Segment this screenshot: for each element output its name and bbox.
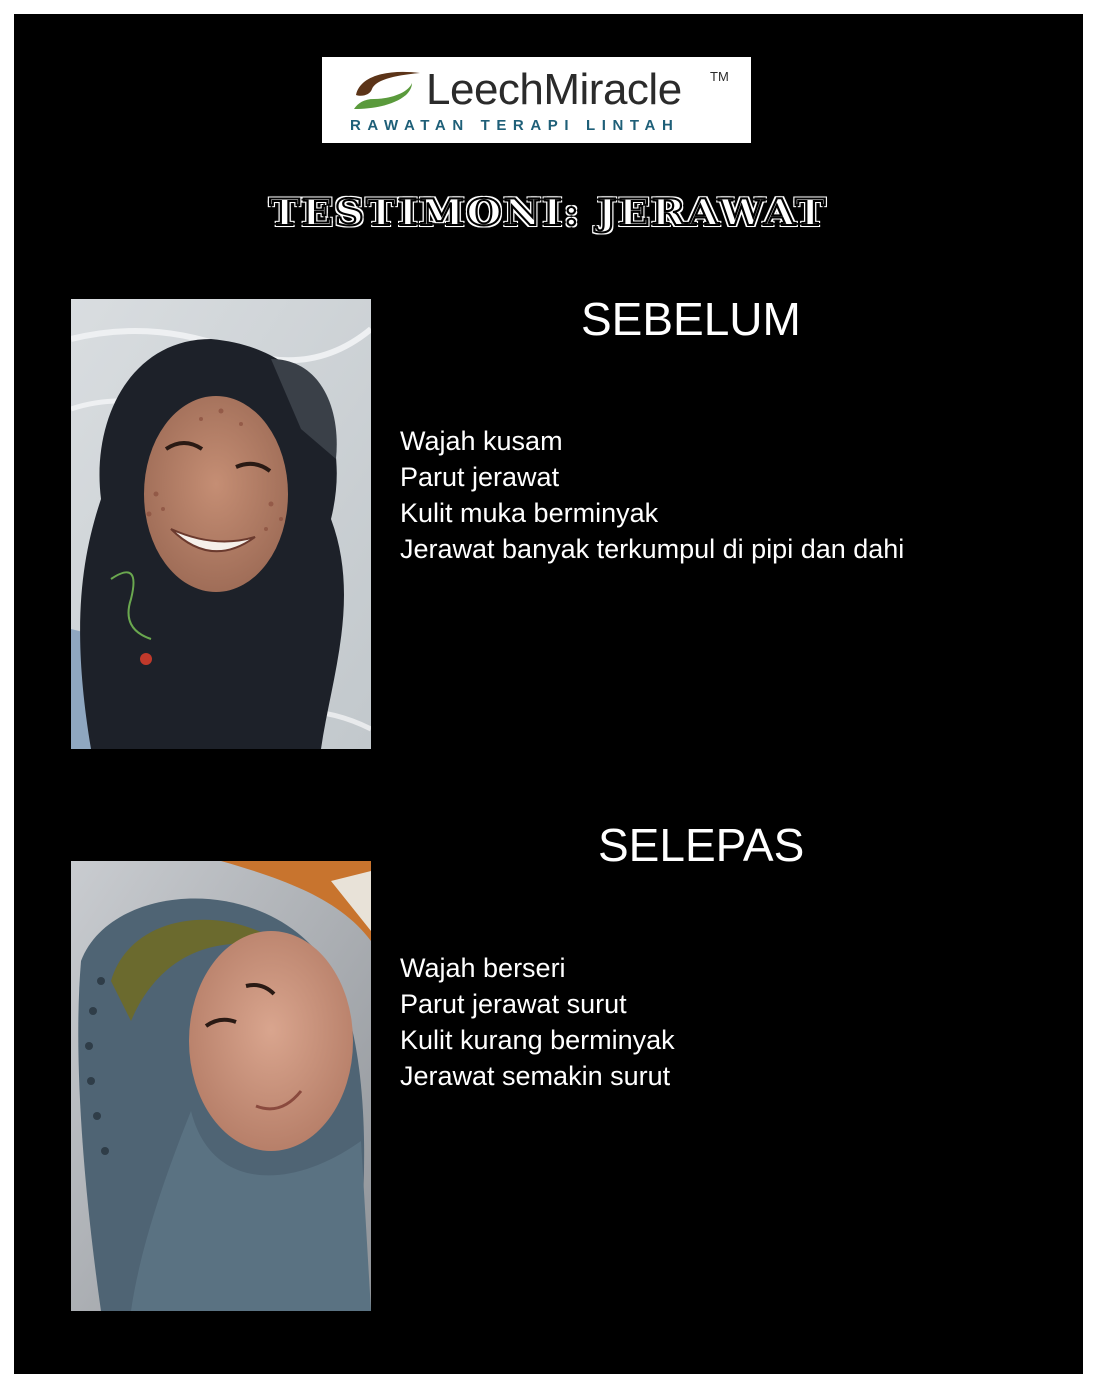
page-title: TESTIMONI: JERAWAT xyxy=(269,192,828,234)
after-points xyxy=(400,950,675,1094)
before-photo xyxy=(71,299,371,749)
list-item: Kulit kurang berminyak xyxy=(400,1025,675,1055)
before-points xyxy=(400,423,904,567)
list-item: Wajah kusam xyxy=(400,426,563,456)
swoosh-logo-icon xyxy=(350,65,424,115)
trademark-mark: TM xyxy=(710,69,729,84)
before-heading: SEBELUM xyxy=(581,293,801,345)
after-photo xyxy=(71,861,371,1311)
list-item: Jerawat semakin surut xyxy=(400,1061,671,1091)
after-heading: SELEPAS xyxy=(598,819,805,871)
list-item: Jerawat banyak terkumpul di pipi dan dahi xyxy=(400,534,905,564)
list-item: Parut jerawat surut xyxy=(400,989,627,1019)
brand-name: LeechMiracle xyxy=(426,65,682,114)
list-item: Parut jerawat xyxy=(400,462,560,492)
testimonial-poster xyxy=(14,14,1083,1374)
list-item: Kulit muka berminyak xyxy=(400,498,659,528)
brand-logo xyxy=(322,57,751,143)
list-item: Wajah berseri xyxy=(400,953,566,983)
brand-tagline: RAWATAN TERAPI LINTAH xyxy=(350,117,680,134)
